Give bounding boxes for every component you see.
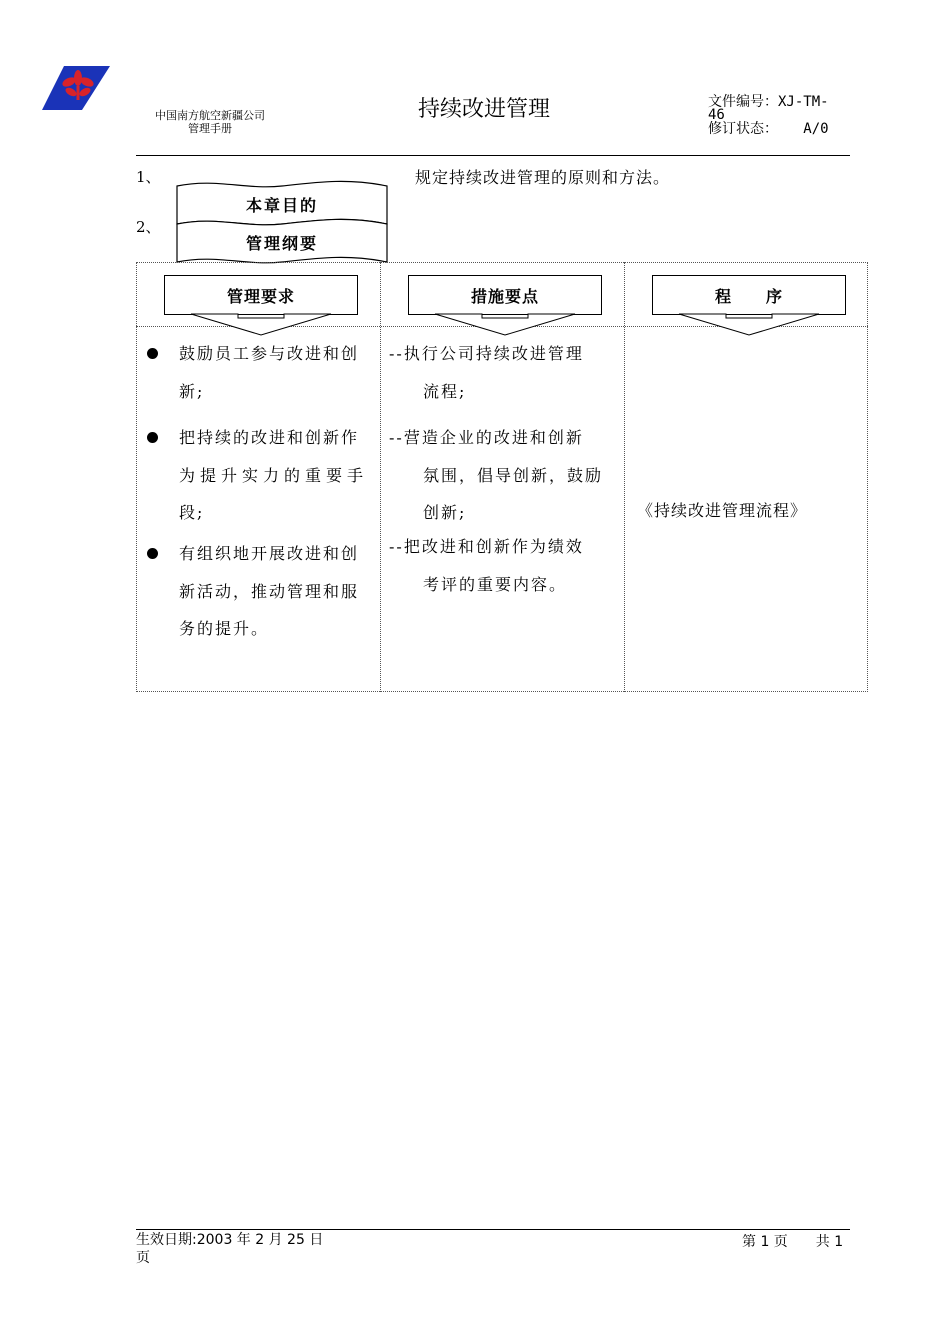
down-arrow-icon [678,313,820,337]
header-requirements: 管理要求 [164,275,358,315]
bullet-icon [147,432,158,443]
airline-logo [42,64,110,112]
requirement-item-2: 把持续的改进和创新作 为提升实力的重要手 段; [179,428,369,522]
measure-item-2: --营造企业的改进和创新 氛围，倡导创新，鼓励 创新; [389,428,604,522]
requirement-item-1: 鼓励员工参与改进和创 新; [179,344,360,401]
revision-value: A/0 [803,121,829,137]
banner-purpose-label: 本章目的 [245,196,318,215]
doc-number-cont: 46 [708,107,725,123]
company-line-1: 中国南方航空新疆公司 [155,109,265,122]
doc-info [708,94,829,137]
page-title: 持续改进管理 [418,97,551,122]
effective-date: 生效日期:2003 年 2 月 25 日 页 [136,1232,324,1266]
requirement-item-3: 有组织地开展改进和创 新活动，推动管理和服 务的提升。 [179,544,360,638]
measure-item-1: --执行公司持续改进管理 流程; [389,344,584,401]
item-2-number: 2、 [136,218,161,236]
doc-number-label: 文件编号： [708,94,778,110]
down-arrow-icon [190,313,332,337]
bullet-icon [147,348,158,359]
chapter-purpose-text: 规定持续改进管理的原则和方法。 [415,168,671,187]
measure-item-3: --把改进和创新作为绩效 考评的重要内容。 [389,537,584,594]
company-name [150,109,270,135]
doc-number-value: XJ-TM- [778,94,829,110]
down-arrow-icon [434,313,576,337]
banner-outline-label: 管理纲要 [245,234,318,253]
header-measures: 措施要点 [408,275,602,315]
bullet-icon [147,548,158,559]
header-rule [136,155,850,156]
procedure-reference: 《持续改进管理流程》 [637,501,808,520]
item-1-number: 1、 [136,168,161,186]
footer-rule [136,1229,850,1230]
company-line-2: 管理手册 [188,122,232,135]
header-procedure: 程 序 [652,275,846,315]
revision-label: 修订状态： [708,121,778,137]
page-number: 第 1 页 共 1 [742,1234,844,1250]
